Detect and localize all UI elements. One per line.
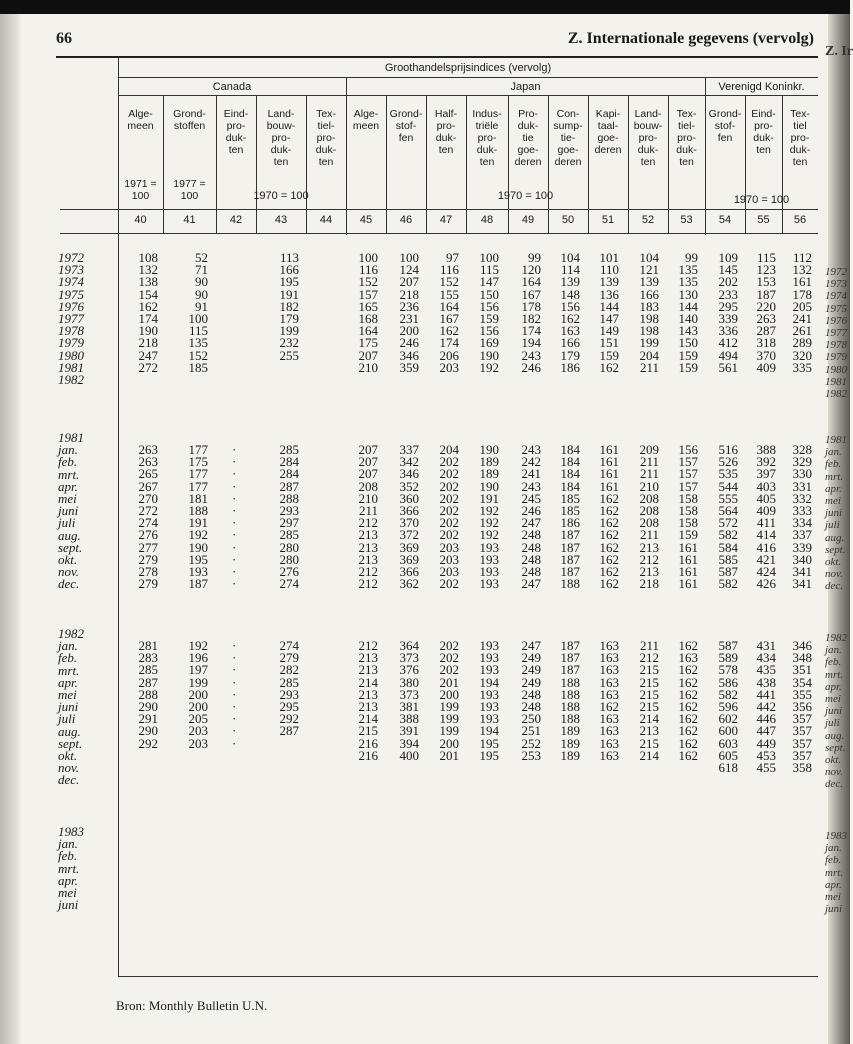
colnum-47: 47 [439,214,453,226]
header-c50: Con- sump- tie- goe- deren [553,108,583,168]
values-years-c47: 97 116 152 155 164 167 162 174 206 203 [439,250,459,375]
values-years-c41: 52 71 90 90 91 100 115 135 152 185 [188,250,208,375]
header-c44: Tex- tiel- pro- duk- ten [315,108,337,168]
header-c49: Pro- duk- tie goe- deren [514,108,542,168]
colnum-52: 52 [641,214,655,226]
values-years-c46: 100 124 207 218 236 231 200 246 346 359 [399,250,419,375]
values-years-c43: 113 166 195 191 182 179 199 232 255 [279,250,299,363]
table-bottom-rule [118,976,818,977]
values-1981-c54: 516 526 535 544 555 564 572 582 584 585 587 582 [718,442,738,592]
group-japan: Japan [510,81,541,93]
values-years-c56: 112 132 161 178 205 241 261 289 320 335 [792,250,812,375]
values-1981-c45: 207 207 207 208 210 211 212 213 213 213 212 212 [358,442,378,592]
values-years-c50: 104 114 139 148 156 162 163 166 179 186 [560,250,580,375]
values-1981-c42: · · · · · · · · · · · · [232,442,237,592]
group-rule [118,95,818,96]
scan-top-border [0,0,850,14]
facing-page-years: 1972 1973 1974 1975 1976 1977 1978 1979 1980 1981 1982 [825,266,847,401]
values-1982-c48: 193 193 193 194 193 193 193 194 195 195 [479,638,499,763]
colnum-49: 49 [521,214,535,226]
values-1981-c52: 209 211 211 210 208 208 208 211 213 212 213 218 [639,442,659,592]
row-labels-1983: 1983 jan. feb. mrt. apr. mei juni [58,824,84,913]
header-c48: Indus- triële pro- duk- ten [472,108,502,168]
values-1982-c41: 192 196 197 199 200 200 205 203 203 [188,638,208,751]
values-1981-c51: 161 161 161 161 162 162 162 162 162 162 162 162 [599,442,619,592]
values-years-c54: 109 145 202 233 295 339 336 412 494 561 [718,250,738,375]
row-labels-1982: 1982 jan. feb. mrt. apr. mei juni juli aug. sept. okt. nov. dec. [58,626,84,788]
values-1981-c40: 263 263 265 267 270 272 274 276 277 279 278 279 [138,442,158,592]
colnum-48: 48 [480,214,494,226]
header-c46: Grond- stof- fen [389,108,423,144]
values-1982-c53: 162 163 162 162 162 162 162 162 162 162 [678,638,698,763]
colnum-43: 43 [274,214,288,226]
values-years-c45: 100 116 152 157 165 168 164 175 207 210 [358,250,378,375]
colnum-rule-top [60,209,818,210]
page-gutter-left [0,14,20,1044]
header-c42: Eind- pro- duk- ten [223,108,249,156]
header-c52: Land- bouw- pro- duk- ten [633,108,663,168]
values-1981-c50: 184 184 184 184 185 185 186 187 187 187 187 188 [560,442,580,592]
values-years-c53: 99 135 135 130 144 140 143 150 159 159 [678,250,698,375]
colnum-50: 50 [561,214,575,226]
header-c47: Half- pro- duk- ten [434,108,458,156]
facing-page-header: Z. Ir [825,44,853,59]
colnum-rule-bottom [60,233,818,234]
unit-c54-56: 1970 = 100 [733,194,790,206]
values-1981-c47: 204 202 202 202 202 202 202 202 203 203 203 202 [439,442,459,592]
header-rule [56,56,818,58]
group-divider-canada-japan [346,77,347,235]
values-1982-c47: 202 202 202 201 200 199 199 199 200 201 [439,638,459,763]
facing-page-1981: 1981 jan. feb. mrt. apr. mei juni juli aug. sept. okt. nov. dec. [825,434,847,593]
values-1982-c50: 187 187 187 188 188 188 188 189 189 189 [560,638,580,763]
colnum-54: 54 [718,214,732,226]
values-1982-c51: 163 163 163 163 163 162 163 163 163 163 [599,638,619,763]
chapter-title: Z. Internationale gegevens (vervolg) [567,30,814,47]
header-c55: Eind- pro- duk- ten [751,108,776,156]
values-1981-c56: 328 329 330 331 332 333 334 337 339 340 341 341 [792,442,812,592]
unit-c41: 1977 = 100 [173,178,206,202]
colnum-40: 40 [134,214,147,226]
facing-page-strip [821,14,853,1044]
unit-c45-53: 1970 = 100 [497,190,554,202]
values-1982-c40: 281 283 285 287 288 290 291 290 292 [138,638,158,751]
row-labels-1981: 1981 jan. feb. mrt. apr. mei juni juli aug. sept. okt. nov. dec. [58,430,84,592]
colnum-45: 45 [359,214,373,226]
values-years-c48: 100 115 147 150 156 159 156 169 190 192 [479,250,499,375]
header-c45: Alge- meen [352,108,380,132]
colnum-42: 42 [229,214,243,226]
values-1982-c46: 364 373 376 380 373 381 388 391 394 400 [399,638,419,763]
header-c41: Grond- stoffen [173,108,206,132]
facing-page-1982: 1982 jan. feb. mrt. apr. mei juni juli aug. sept. okt. nov. dec. [825,632,847,791]
values-1982-c54: 587 589 578 586 582 596 602 600 603 605 618 [718,638,738,776]
values-1982-c42: · · · · · · · · · [232,638,237,751]
header-c53: Tex- tiel- pro- duk- ten [676,108,697,168]
table-super-title: Groothandelsprijsindices (vervolg) [384,62,552,74]
unit-c42-44: 1970 = 100 [253,190,309,202]
values-1982-c55: 431 434 435 438 441 442 446 447 449 453 455 [756,638,776,776]
group-uk: Verenigd Koninkr. [718,81,805,93]
colnum-53: 53 [680,214,693,226]
header-c54: Grond- stof- fen [708,108,742,144]
values-1981-c46: 337 342 346 352 360 366 370 372 369 369 366 362 [399,442,419,592]
values-years-c55: 115 123 153 187 220 263 287 318 370 409 [756,250,776,375]
unit-c40: 1971 = 100 [124,178,157,202]
values-1981-c53: 156 157 157 157 158 158 158 159 161 161 161 161 [678,442,698,592]
row-labels-years: 1972 1973 1974 1975 1976 1977 1978 1979 1980 1981 1982 [58,250,84,388]
values-1981-c55: 388 392 397 403 405 409 411 414 416 421 424 426 [756,442,776,592]
colnum-41: 41 [183,214,196,226]
colnum-56: 56 [793,214,807,226]
facing-page-1983: 1983 jan. feb. mrt. apr. mei juni [825,830,847,916]
colnum-46: 46 [399,214,413,226]
group-divider-japan-uk [705,77,706,235]
values-1982-c56: 346 348 351 354 355 356 357 357 357 357 358 [792,638,812,776]
values-1981-c43: 285 284 284 287 288 293 297 285 280 280 276 274 [279,442,299,592]
page-number: 66 [56,30,72,47]
values-years-c40: 108 132 138 154 162 174 190 218 247 272 [138,250,158,375]
header-c43: Land- bouw- pro- duk- ten [266,108,296,168]
values-1981-c49: 243 242 241 243 245 246 247 248 248 248 248 247 [521,442,541,592]
header-c56: Tex- tiel pro- duk- ten [789,108,811,168]
header-c51: Kapi- taal- goe- deren [594,108,622,156]
values-1982-c45: 212 213 213 214 213 213 214 215 216 216 [358,638,378,763]
values-years-c51: 101 110 139 136 144 147 149 151 159 162 [599,250,619,375]
values-years-c49: 99 120 164 167 178 182 174 194 243 246 [521,250,541,375]
colnum-44: 44 [319,214,333,226]
values-1981-c48: 190 189 189 190 191 192 192 192 193 193 193 193 [479,442,499,592]
colnum-55: 55 [757,214,770,226]
values-1982-c52: 211 212 215 215 215 215 214 213 215 214 [639,638,659,763]
group-canada: Canada [212,81,252,93]
values-1982-c49: 247 249 249 249 248 248 250 251 252 253 [521,638,541,763]
colnum-51: 51 [601,214,615,226]
values-years-c52: 104 121 139 166 183 198 198 199 204 211 [639,250,659,375]
source-note: Bron: Monthly Bulletin U.N. [116,998,268,1013]
values-1982-c43: 274 279 282 285 293 295 292 287 [279,638,299,739]
values-1981-c41: 177 175 177 177 181 188 191 192 190 195 193 187 [188,442,208,592]
header-c40: Alge- meen [127,108,154,132]
super-title-rule [118,77,818,78]
